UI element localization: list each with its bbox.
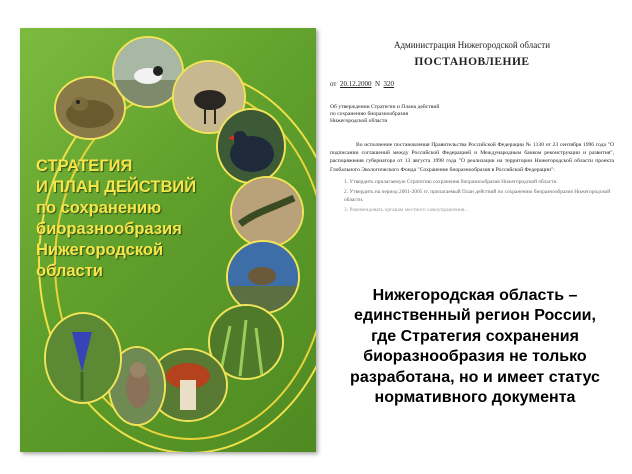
gentian-flower-photo xyxy=(44,312,122,404)
subject-line: Об утверждении Стратегии и Плана действий xyxy=(330,104,440,110)
cover-title xyxy=(36,156,236,282)
caption-line: где Стратегия сохранения xyxy=(371,327,579,345)
cover-title-line: Нижегородской xyxy=(36,241,164,259)
lizard-photo xyxy=(230,176,304,248)
decree-document xyxy=(330,40,614,220)
cover-title-line: биоразнообразия xyxy=(36,220,182,238)
caption-line: нормативного документа xyxy=(374,389,576,407)
decree-admin: Администрация Нижегородской области xyxy=(393,40,551,50)
decree-item: 2. Утвердить на период 2001-2005 гг. прилагаемый План действий по сохранению биоразнообразия Нижегородской области. xyxy=(344,189,611,204)
decree-body: Во исполнение постановления Правительства Российской Федерации № 1130 от 23 сентября 1996 года "О подписании соглашений между Российской Федерацией и Международным банком реконструкции и развития", распоряжения губернатора от 13 августа 1998 года "О реализации на территории Нижегородской области проекта Глобального Экологического Фонда "Сохранение биоразнообразия в Российской Федерации": xyxy=(330,142,614,173)
caption-line: Нижегородская область – xyxy=(372,287,578,304)
caption-line: биоразнообразия не только xyxy=(363,348,587,366)
caption-line: единственный регион России, xyxy=(354,307,596,325)
decree-date: 20.12.2000 xyxy=(339,80,372,88)
decree-item: 3. Рекомендовать органам местного самоуправления... xyxy=(344,207,469,214)
decree-number: 320 xyxy=(383,80,395,88)
book-cover xyxy=(20,28,316,452)
decree-items xyxy=(330,178,614,215)
cover-title-line: И ПЛАН ДЕЙСТВИЙ xyxy=(36,178,197,196)
cover-title-line: по сохранению xyxy=(36,199,162,217)
subject-line: по сохранению биоразнообразия xyxy=(330,111,409,117)
number-prefix: N xyxy=(374,80,381,88)
decree-subject xyxy=(330,104,480,125)
cover-title-line: области xyxy=(36,262,103,280)
date-prefix: от xyxy=(330,80,337,88)
decree-item: 1. Утвердить прилагаемую Стратегию сохранения биоразнообразия Нижегородской области. xyxy=(344,178,558,185)
subject-line: Нижегородской области xyxy=(330,118,388,124)
sandpiper-photo xyxy=(226,240,300,314)
caption-line: разработана, но и имеет статус xyxy=(350,368,600,386)
slide-caption xyxy=(328,286,622,408)
cover-title-line: СТРАТЕГИЯ xyxy=(36,157,133,175)
decree-date-line xyxy=(330,80,614,88)
decree-title: ПОСТАНОВЛЕНИЕ xyxy=(414,56,530,68)
